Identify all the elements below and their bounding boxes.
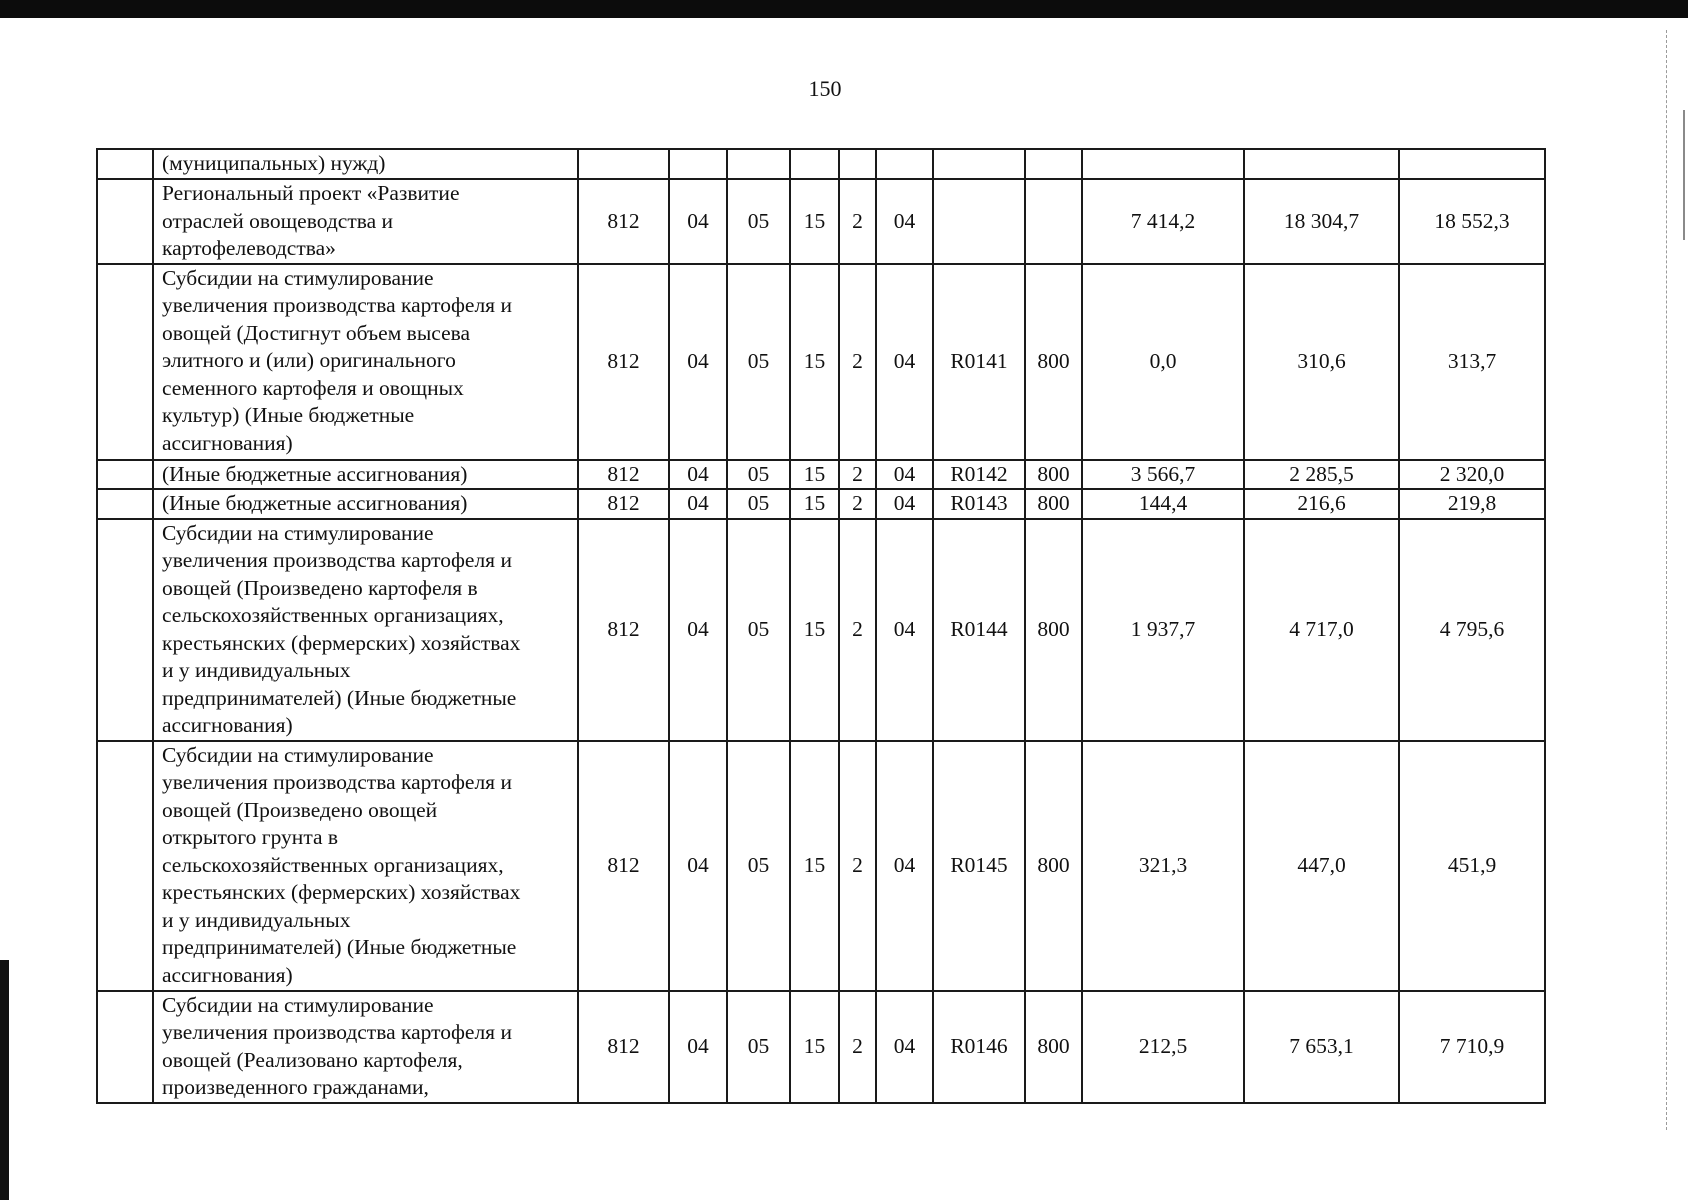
cell-direction: R0143 <box>933 489 1025 519</box>
cell-ministry-code: 812 <box>578 489 669 519</box>
cell-amount-year-3: 313,7 <box>1399 264 1545 460</box>
cell-section: 04 <box>669 991 727 1103</box>
cell-amount-year-2: 2 285,5 <box>1244 460 1399 490</box>
cell-amount-year-2: 447,0 <box>1244 741 1399 991</box>
cell-expense-type: 800 <box>1025 489 1082 519</box>
row-marker-cell <box>97 264 153 460</box>
row-marker-cell <box>97 149 153 179</box>
cell-subsection: 05 <box>727 991 790 1103</box>
cell-event <box>876 149 933 179</box>
cell-section: 04 <box>669 489 727 519</box>
cell-amount-year-3: 219,8 <box>1399 489 1545 519</box>
table-row <box>97 460 1545 490</box>
cell-ministry-code: 812 <box>578 460 669 490</box>
table-row <box>97 149 1545 179</box>
row-marker-cell <box>97 489 153 519</box>
scan-right-edge <box>1666 30 1667 1130</box>
cell-section <box>669 149 727 179</box>
cell-subprogram: 2 <box>839 741 876 991</box>
cell-direction <box>933 179 1025 264</box>
row-description: Субсидии на стимулирование увеличения производства картофеля и овощей (Реализовано картофеля, произведенного гражданами, <box>153 991 578 1103</box>
cell-ministry-code <box>578 149 669 179</box>
cell-amount-year-1: 3 566,7 <box>1082 460 1244 490</box>
cell-amount-year-3 <box>1399 149 1545 179</box>
cell-amount-year-3: 18 552,3 <box>1399 179 1545 264</box>
cell-expense-type: 800 <box>1025 460 1082 490</box>
row-description: (Иные бюджетные ассигнования) <box>153 489 578 519</box>
cell-subsection: 05 <box>727 264 790 460</box>
row-description: Субсидии на стимулирование увеличения производства картофеля и овощей (Произведено овощей открытого грунта в сельскохозяйственных организациях, крестьянских (фермерских) хозяйствах и у индивидуальных предпринимателей) (Иные бюджетные ассигнования) <box>153 741 578 991</box>
cell-amount-year-2 <box>1244 149 1399 179</box>
cell-program: 15 <box>790 741 839 991</box>
row-description: Субсидии на стимулирование увеличения производства картофеля и овощей (Достигнут объем высева элитного и (или) оригинального семенного картофеля и овощных культур) (Иные бюджетные ассигнования) <box>153 264 578 460</box>
cell-subsection <box>727 149 790 179</box>
row-marker-cell <box>97 741 153 991</box>
cell-event: 04 <box>876 991 933 1103</box>
cell-subprogram: 2 <box>839 460 876 490</box>
cell-program: 15 <box>790 264 839 460</box>
table-row <box>97 741 1545 991</box>
cell-ministry-code: 812 <box>578 991 669 1103</box>
cell-amount-year-1: 0,0 <box>1082 264 1244 460</box>
cell-event: 04 <box>876 179 933 264</box>
table-row <box>97 519 1545 741</box>
row-marker-cell <box>97 460 153 490</box>
scan-right-mark <box>1683 110 1685 240</box>
cell-expense-type <box>1025 179 1082 264</box>
scan-top-border <box>0 0 1688 18</box>
cell-amount-year-2: 7 653,1 <box>1244 991 1399 1103</box>
cell-section: 04 <box>669 179 727 264</box>
cell-subprogram: 2 <box>839 264 876 460</box>
table-row <box>97 264 1545 460</box>
cell-program: 15 <box>790 519 839 741</box>
row-marker-cell <box>97 519 153 741</box>
cell-direction <box>933 149 1025 179</box>
cell-amount-year-3: 4 795,6 <box>1399 519 1545 741</box>
cell-amount-year-3: 451,9 <box>1399 741 1545 991</box>
cell-amount-year-2: 18 304,7 <box>1244 179 1399 264</box>
cell-program <box>790 149 839 179</box>
table-row <box>97 179 1545 264</box>
cell-amount-year-2: 216,6 <box>1244 489 1399 519</box>
cell-ministry-code: 812 <box>578 264 669 460</box>
cell-program: 15 <box>790 460 839 490</box>
cell-expense-type: 800 <box>1025 741 1082 991</box>
cell-expense-type: 800 <box>1025 264 1082 460</box>
cell-amount-year-3: 7 710,9 <box>1399 991 1545 1103</box>
cell-subsection: 05 <box>727 460 790 490</box>
cell-subsection: 05 <box>727 179 790 264</box>
row-marker-cell <box>97 991 153 1103</box>
cell-event: 04 <box>876 489 933 519</box>
cell-direction: R0146 <box>933 991 1025 1103</box>
cell-direction: R0141 <box>933 264 1025 460</box>
cell-subsection: 05 <box>727 519 790 741</box>
cell-event: 04 <box>876 741 933 991</box>
cell-ministry-code: 812 <box>578 741 669 991</box>
scan-left-border <box>0 960 9 1200</box>
cell-amount-year-1: 144,4 <box>1082 489 1244 519</box>
cell-subprogram: 2 <box>839 519 876 741</box>
budget-table <box>96 148 1546 1104</box>
cell-subprogram: 2 <box>839 179 876 264</box>
cell-ministry-code: 812 <box>578 519 669 741</box>
cell-subsection: 05 <box>727 489 790 519</box>
table-row <box>97 489 1545 519</box>
cell-program: 15 <box>790 991 839 1103</box>
cell-program: 15 <box>790 179 839 264</box>
cell-amount-year-1: 1 937,7 <box>1082 519 1244 741</box>
cell-amount-year-2: 4 717,0 <box>1244 519 1399 741</box>
cell-subprogram: 2 <box>839 489 876 519</box>
cell-amount-year-1: 212,5 <box>1082 991 1244 1103</box>
cell-subsection: 05 <box>727 741 790 991</box>
cell-subprogram <box>839 149 876 179</box>
cell-expense-type <box>1025 149 1082 179</box>
cell-program: 15 <box>790 489 839 519</box>
cell-expense-type: 800 <box>1025 519 1082 741</box>
table-row <box>97 991 1545 1103</box>
cell-section: 04 <box>669 264 727 460</box>
cell-event: 04 <box>876 519 933 741</box>
row-description: (муниципальных) нужд) <box>153 149 578 179</box>
cell-ministry-code: 812 <box>578 179 669 264</box>
cell-expense-type: 800 <box>1025 991 1082 1103</box>
cell-section: 04 <box>669 519 727 741</box>
row-description: (Иные бюджетные ассигнования) <box>153 460 578 490</box>
cell-amount-year-1: 321,3 <box>1082 741 1244 991</box>
cell-amount-year-1 <box>1082 149 1244 179</box>
cell-subprogram: 2 <box>839 991 876 1103</box>
cell-direction: R0142 <box>933 460 1025 490</box>
row-description: Субсидии на стимулирование увеличения производства картофеля и овощей (Произведено картофеля в сельскохозяйственных организациях, крестьянских (фермерских) хозяйствах и у индивидуальных предпринимателей) (Иные бюджетные ассигнования) <box>153 519 578 741</box>
cell-direction: R0144 <box>933 519 1025 741</box>
cell-amount-year-2: 310,6 <box>1244 264 1399 460</box>
cell-section: 04 <box>669 741 727 991</box>
cell-amount-year-3: 2 320,0 <box>1399 460 1545 490</box>
cell-amount-year-1: 7 414,2 <box>1082 179 1244 264</box>
row-description: Региональный проект «Развитие отраслей овощеводства и картофелеводства» <box>153 179 578 264</box>
row-marker-cell <box>97 179 153 264</box>
cell-section: 04 <box>669 460 727 490</box>
cell-direction: R0145 <box>933 741 1025 991</box>
cell-event: 04 <box>876 264 933 460</box>
cell-event: 04 <box>876 460 933 490</box>
page-number: 150 <box>808 76 842 101</box>
